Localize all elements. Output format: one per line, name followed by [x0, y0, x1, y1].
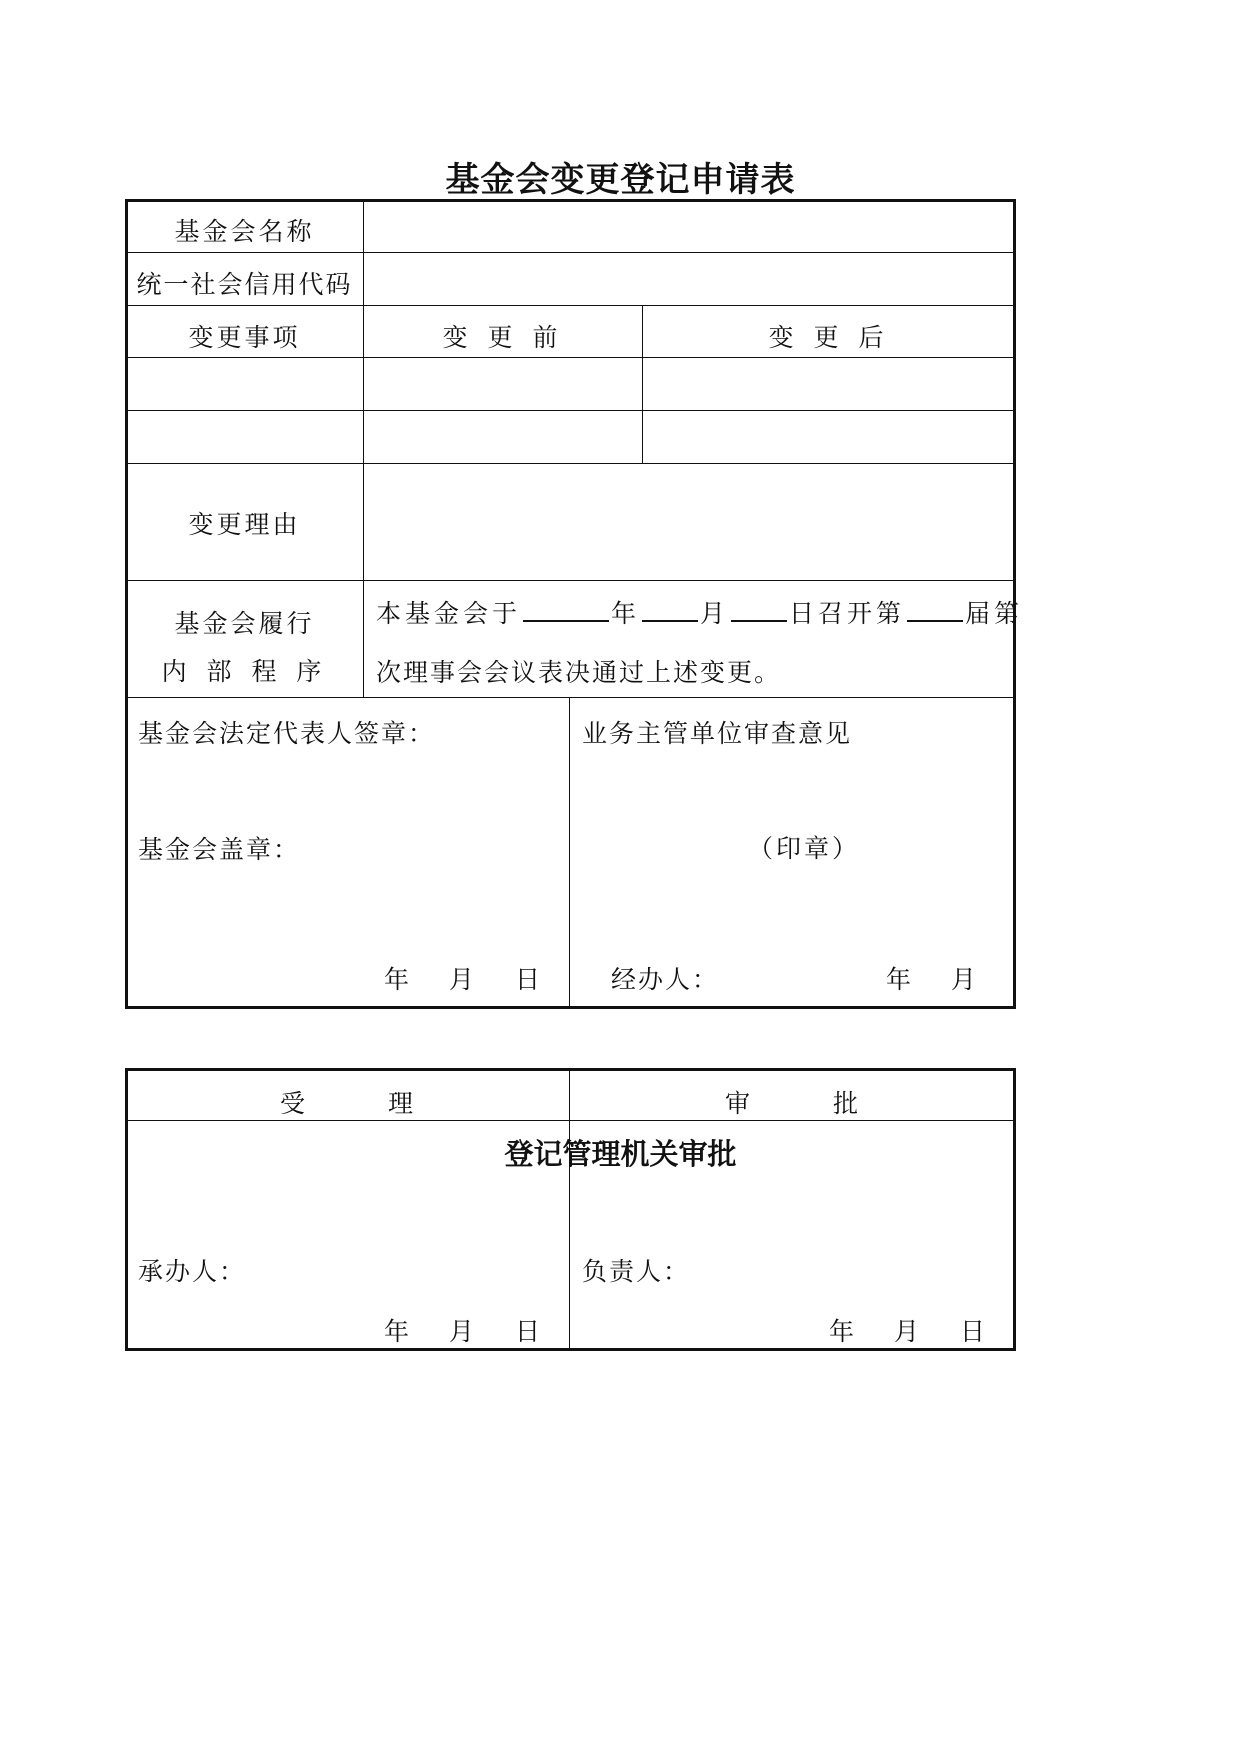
procedure-statement-line2: 次理事会会议表决通过上述变更。 [376, 658, 782, 687]
procedure-session-label: 届第 [965, 599, 1024, 628]
before-value-field[interactable] [365, 412, 641, 462]
right-date-month: 月 [951, 965, 980, 994]
procedure-day-label: 日召开第 [789, 599, 906, 628]
before-value-field[interactable] [365, 359, 641, 409]
after-value-field[interactable] [644, 359, 1013, 409]
foundation-name-label: 基金会名称 [174, 217, 315, 246]
change-item-label: 变更事项 [188, 323, 301, 352]
right-date-year: 年 [886, 965, 915, 994]
procedure-label-line2: 内 部 程 序 [161, 657, 328, 686]
approve-date-day: 日 [960, 1317, 989, 1346]
change-reason-label: 变更理由 [188, 510, 301, 539]
supervisor-opinion-label: 业务主管单位审查意见 [582, 719, 853, 748]
board-session-blank[interactable] [907, 596, 963, 622]
left-date-day: 日 [515, 965, 544, 994]
credit-code-label: 统一社会信用代码 [136, 270, 353, 299]
foundation-seal-label: 基金会盖章： [138, 835, 301, 864]
after-value-field[interactable] [644, 412, 1013, 462]
row-divider [126, 580, 1015, 581]
accept-date-month: 月 [449, 1317, 478, 1346]
meeting-day-blank[interactable] [731, 596, 787, 622]
change-item-field[interactable] [127, 359, 362, 409]
left-date-month: 月 [449, 965, 478, 994]
legal-rep-sign-label: 基金会法定代表人签章： [138, 719, 436, 748]
row-divider [126, 463, 1015, 464]
approve-header: 审 批 [724, 1089, 860, 1118]
row-divider [126, 305, 1015, 306]
approve-date-month: 月 [894, 1317, 923, 1346]
handler-label: 经办人： [611, 965, 720, 994]
procedure-label-line1: 基金会履行 [174, 609, 315, 638]
row-divider [126, 357, 1015, 358]
credit-code-field[interactable] [365, 254, 1013, 304]
procedure-month-label: 月 [700, 599, 730, 628]
after-change-label: 变 更 后 [768, 323, 890, 352]
responsible-label: 负责人： [582, 1257, 691, 1286]
change-reason-field[interactable] [365, 465, 1013, 579]
procedure-statement-line1 [376, 594, 1023, 630]
accept-date-year: 年 [384, 1317, 413, 1346]
row-divider [126, 697, 1015, 698]
left-date-year: 年 [384, 965, 413, 994]
column-divider [569, 697, 570, 1008]
accept-header: 受 理 [279, 1089, 415, 1118]
meeting-month-blank[interactable] [642, 596, 698, 622]
approval-section-title: 登记管理机关审批 [504, 1137, 737, 1171]
accept-date-day: 日 [515, 1317, 544, 1346]
procedure-year-label: 年 [611, 599, 641, 628]
column-divider [363, 200, 364, 697]
undertaker-label: 承办人： [138, 1257, 247, 1286]
before-change-label: 变 更 前 [442, 323, 564, 352]
meeting-year-blank[interactable] [523, 596, 609, 622]
foundation-name-field[interactable] [365, 201, 1013, 251]
row-divider [126, 1120, 1015, 1121]
row-divider [126, 252, 1015, 253]
change-item-field[interactable] [127, 412, 362, 462]
procedure-text-intro: 本基金会于 [376, 599, 522, 628]
approve-date-year: 年 [829, 1317, 858, 1346]
seal-label: （印章） [748, 834, 861, 863]
row-divider [126, 410, 1015, 411]
form-title: 基金会变更登记申请表 [445, 160, 796, 200]
